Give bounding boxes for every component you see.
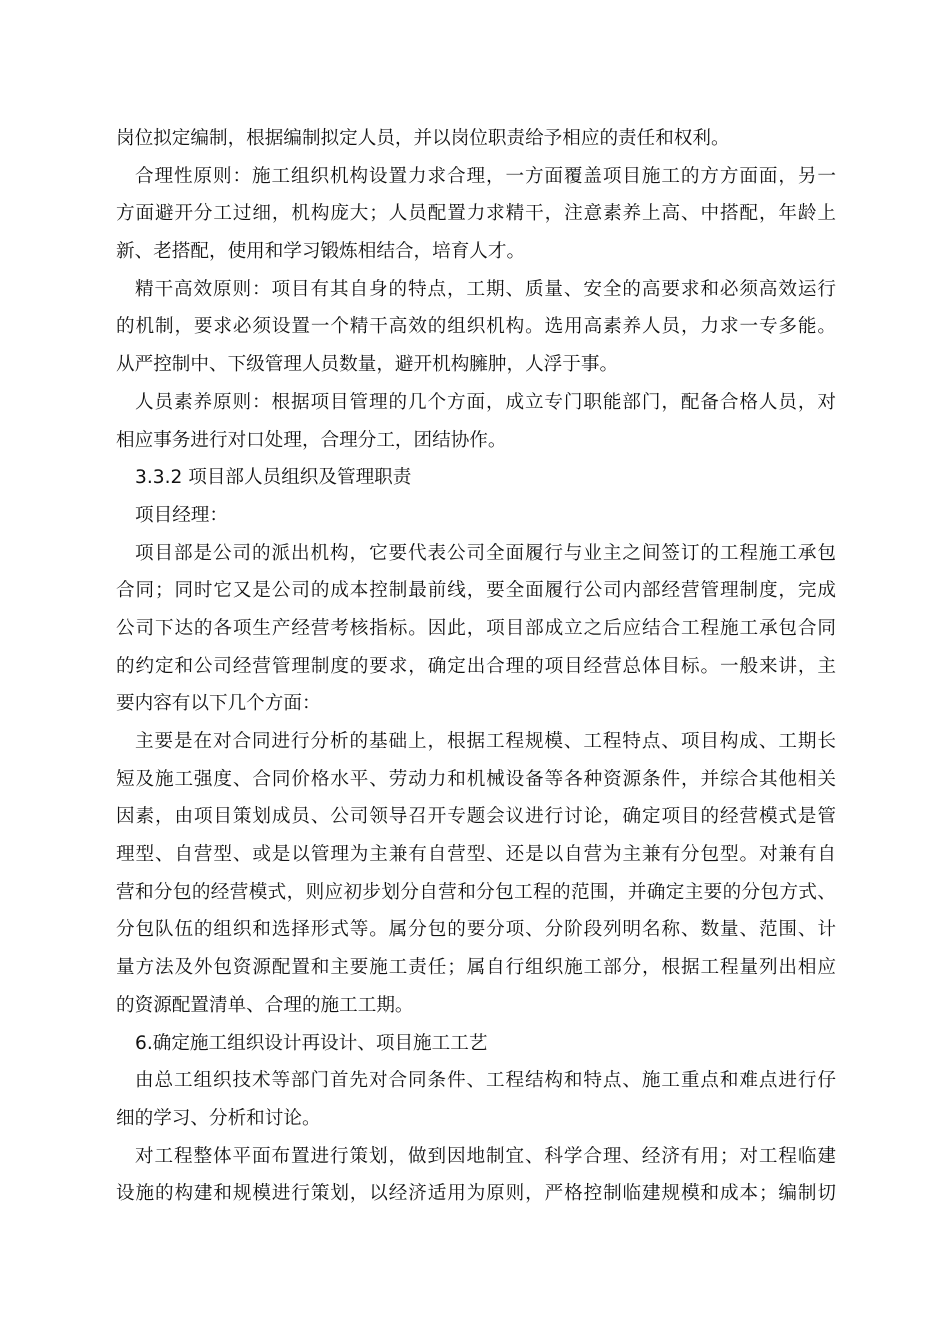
text-line: 人员素养原则：根据项目管理的几个方面，成立专门职能部门，配备合格人员，对 — [135, 391, 836, 413]
text-line: 公司下达的各项生产经营考核指标。因此，项目部成立之后应结合工程施工承包合同 — [116, 617, 836, 639]
text-line: 相应事务进行对口处理，合理分工，团结协作。 — [116, 429, 507, 451]
text-line: 由总工组织技术等部门首先对合同条件、工程结构和特点、施工重点和难点进行仔 — [135, 1070, 836, 1092]
text-line: 3.3.2 项目部人员组织及管理职责 — [135, 467, 412, 489]
text-line: 6.确定施工组织设计再设计、项目施工工艺 — [135, 1032, 488, 1054]
text-line: 合同；同时它又是公司的成本控制最前线，要全面履行公司内部经营管理制度，完成 — [116, 580, 836, 602]
text-line: 精干高效原则：项目有其自身的特点，工期、质量、安全的高要求和必须高效运行 — [135, 278, 836, 300]
text-line: 细的学习、分析和讨论。 — [116, 1107, 321, 1129]
text-line: 设施的构建和规模进行策划，以经济适用为原则，严格控制临建规模和成本；编制切 — [116, 1183, 836, 1205]
text-line: 的资源配置清单、合理的施工工期。 — [116, 994, 414, 1016]
text-line: 的机制，要求必须设置一个精干高效的组织机构。选用高素养人员，力求一专多能。 — [116, 316, 836, 338]
text-line: 理型、自营型、或是以管理为主兼有自营型、还是以自营为主兼有分包型。对兼有自 — [116, 844, 836, 866]
text-line: 对工程整体平面布置进行策划，做到因地制宜、科学合理、经济有用；对工程临建 — [135, 1145, 836, 1167]
text-line: 主要是在对合同进行分析的基础上，根据工程规模、工程特点、项目构成、工期长 — [135, 731, 836, 752]
text-line: 要内容有以下几个方面： — [116, 693, 321, 715]
text-line: 营和分包的经营模式，则应初步划分自营和分包工程的范围，并确定主要的分包方式、 — [116, 881, 836, 903]
text-line: 方面避开分工过细，机构庞大；人员配置力求精干，注意素养上高、中搭配，年龄上 — [116, 203, 836, 225]
text-line: 因素，由项目策划成员、公司领导召开专题会议进行讨论，确定项目的经营模式是管 — [116, 806, 836, 828]
text-line: 新、老搭配，使用和学习锻炼相结合，培育人才。 — [116, 241, 526, 263]
document-body — [116, 120, 836, 1213]
text-line: 项目经理： — [135, 504, 228, 526]
text-line: 短及施工强度、合同价格水平、劳动力和机械设备等各种资源条件，并综合其他相关 — [116, 768, 836, 790]
text-line: 从严控制中、下级管理人员数量，避开机构臃肿，人浮于事。 — [116, 354, 619, 376]
text-line: 岗位拟定编制，根据编制拟定人员，并以岗位职责给予相应的责任和权利。 — [116, 128, 730, 149]
text-line: 分包队伍的组织和选择形式等。属分包的要分项、分阶段列明名称、数量、范围、计 — [116, 919, 836, 941]
text-line: 量方法及外包资源配置和主要施工责任；属自行组织施工部分，根据工程量列出相应 — [116, 957, 836, 979]
text-line: 的约定和公司经营管理制度的要求，确定出合理的项目经营总体目标。一般来讲，主 — [116, 655, 836, 677]
text-line: 合理性原则：施工组织机构设置力求合理，一方面覆盖项目施工的方方面面，另一 — [135, 165, 836, 187]
text-line: 项目部是公司的派出机构，它要代表公司全面履行与业主之间签订的工程施工承包 — [135, 542, 836, 564]
